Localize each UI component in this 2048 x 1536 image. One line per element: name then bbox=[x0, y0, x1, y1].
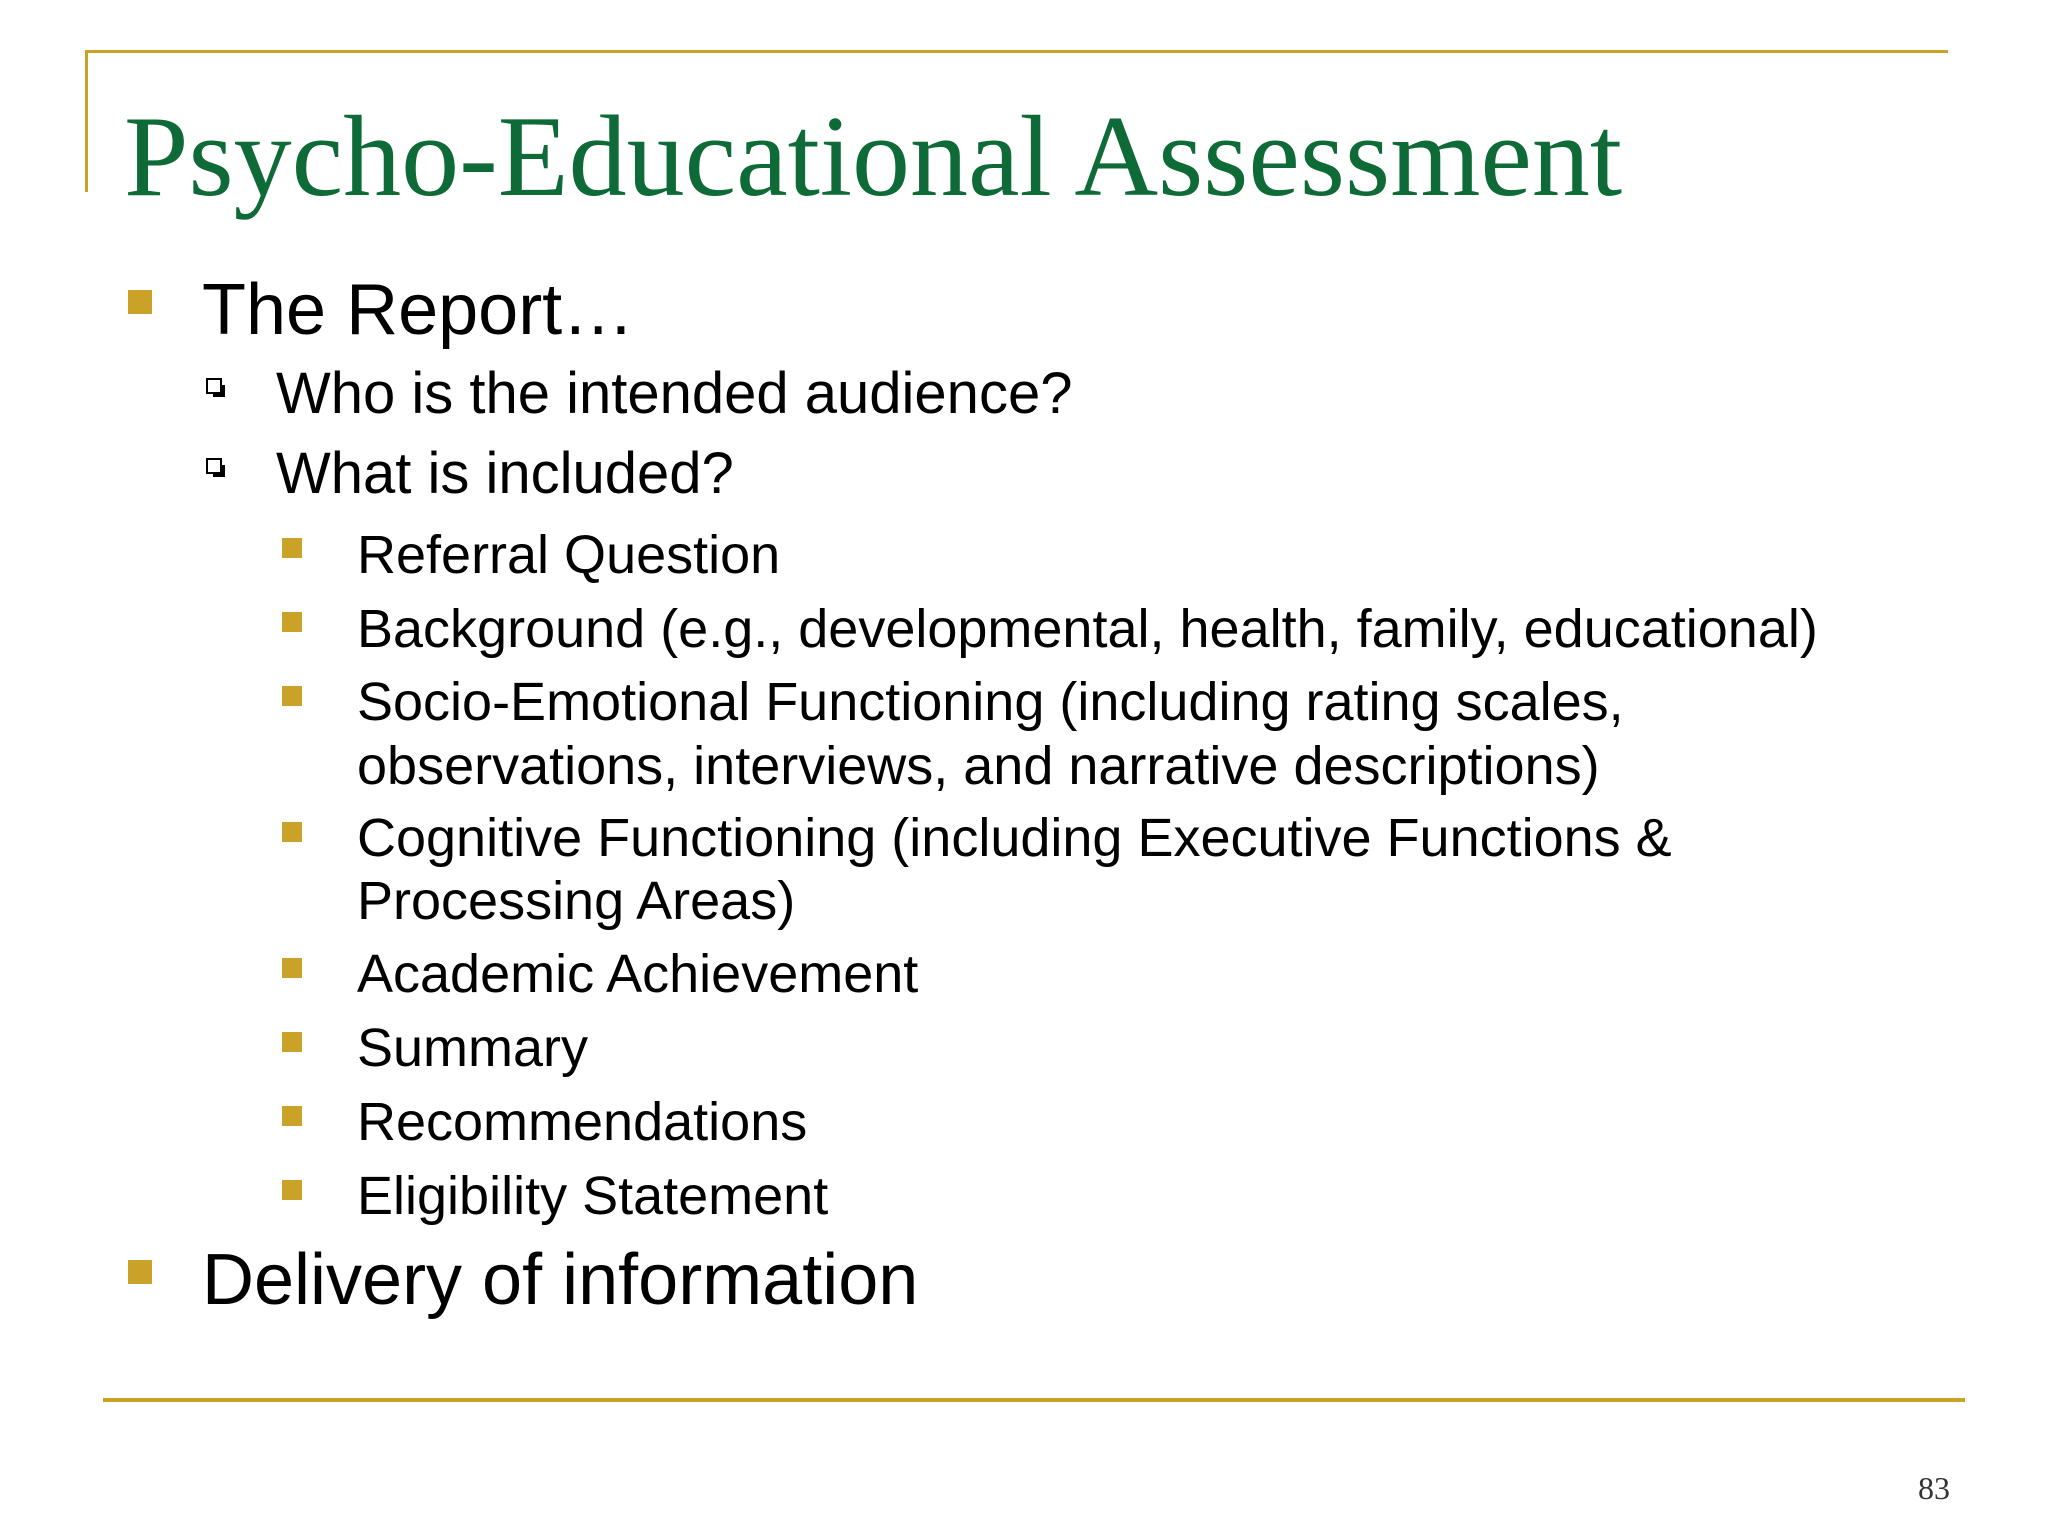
square-bullet-icon bbox=[282, 612, 302, 632]
square-bullet-icon bbox=[282, 822, 302, 842]
hollow-box-bullet-icon bbox=[206, 378, 222, 394]
bullet-text: Delivery of information bbox=[202, 1240, 919, 1320]
bullet-text: The Report… bbox=[202, 270, 635, 350]
bullet-text: What is included? bbox=[276, 441, 734, 506]
top-gold-rule bbox=[85, 50, 1948, 53]
slide-title: Psycho-Educational Assessment bbox=[124, 93, 1623, 221]
bullet-text: Eligibility Statement bbox=[357, 1166, 829, 1226]
bullet-text-continued: Processing Areas) bbox=[357, 871, 796, 931]
page-number: 83 bbox=[1918, 1470, 1950, 1506]
square-bullet-icon bbox=[128, 290, 152, 314]
bullet-text-continued: observations, interviews, and narrative descriptions) bbox=[357, 736, 1600, 796]
bullet-text: Socio-Emotional Functioning (including rating scales, bbox=[357, 672, 1624, 732]
bullet-text: Academic Achievement bbox=[357, 944, 919, 1004]
left-gold-rule bbox=[85, 50, 88, 192]
bullet-text: Background (e.g., developmental, health, family, educational) bbox=[357, 599, 1818, 659]
bullet-text: Recommendations bbox=[357, 1092, 808, 1152]
hollow-box-bullet-icon bbox=[206, 458, 222, 474]
bullet-text: Cognitive Functioning (including Executive Functions & bbox=[357, 808, 1672, 868]
square-bullet-icon bbox=[282, 958, 302, 978]
square-bullet-icon bbox=[282, 1106, 302, 1126]
bullet-text: Referral Question bbox=[357, 525, 781, 585]
square-bullet-icon bbox=[282, 686, 302, 706]
square-bullet-icon bbox=[128, 1260, 152, 1284]
square-bullet-icon bbox=[282, 1032, 302, 1052]
bottom-gold-rule bbox=[103, 1398, 1965, 1402]
square-bullet-icon bbox=[282, 1180, 302, 1200]
bullet-text: Summary bbox=[357, 1018, 589, 1078]
bullet-text: Who is the intended audience? bbox=[276, 361, 1073, 426]
square-bullet-icon bbox=[282, 538, 302, 558]
